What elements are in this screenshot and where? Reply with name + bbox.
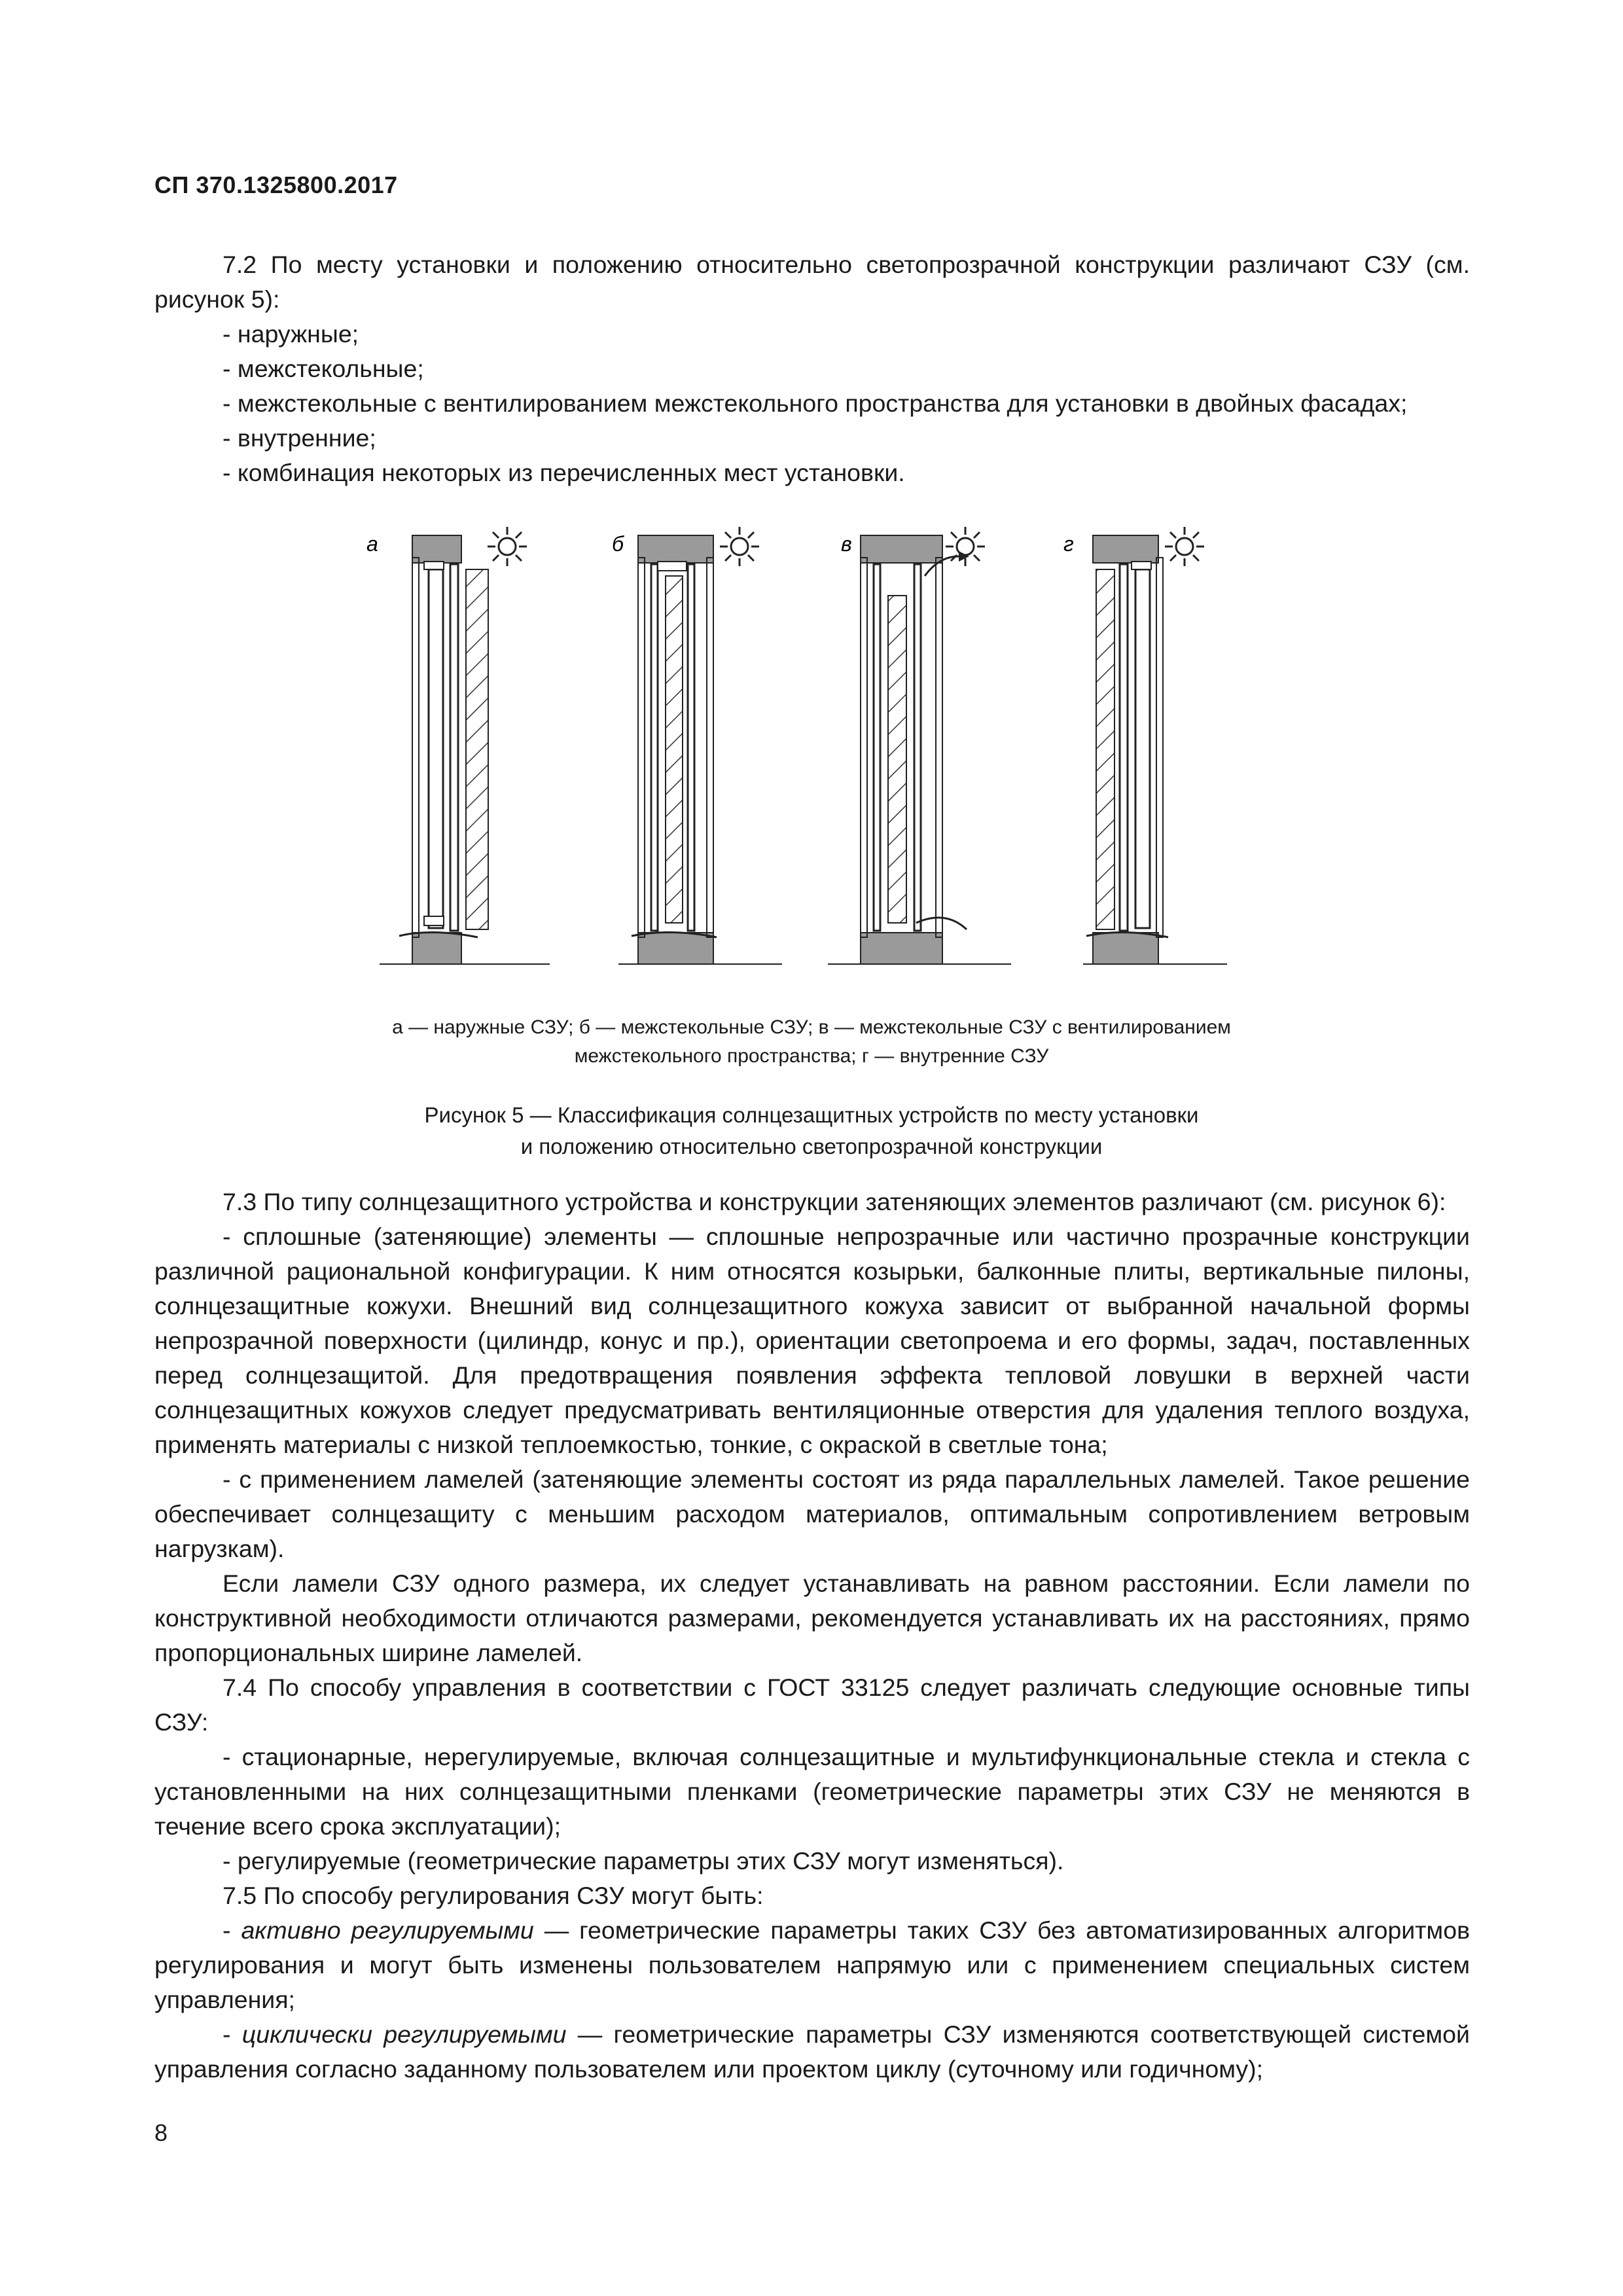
list-item-outer: - наружные; — [223, 320, 359, 348]
adjustable-paragraph: - регулируемые (геометрические параметры этих СЗУ могут изменяться). — [223, 1847, 1064, 1874]
figure-5-title — [0, 1100, 1623, 1162]
section-7-3-to-7-5 — [154, 1185, 1470, 2087]
cyclic-term: циклически регулируемыми — [241, 2020, 567, 2048]
section-7-5-intro: 7.5 По способу регулирования СЗУ могут быть: — [223, 1882, 764, 1909]
section-7-2 — [154, 247, 1470, 490]
page-number: 8 — [154, 2119, 168, 2146]
figure-panel-b — [612, 527, 782, 964]
figure-5-diagram — [366, 524, 1289, 982]
section-7-2-intro: 7.2 По месту установки и положению относительно светопрозрачной конструкции различают СЗУ (см. рисунок 5): — [154, 251, 1470, 313]
legend-line-2: межстекольного пространства; г — внутренние СЗУ — [574, 1045, 1049, 1067]
document-code-header: СП 370.1325800.2017 — [154, 171, 398, 198]
section-7-4-intro: 7.4 По способу управления в соответствии с ГОСТ 33125 следует различать следующие основные типы СЗУ: — [154, 1674, 1470, 1736]
figure-5-legend — [0, 1013, 1623, 1071]
cyclic-text: — геометрические параметры СЗУ изменяются соответствующей системой управления согласно заданному пользователем или проектом циклу (суточному или годичному); — [154, 2020, 1470, 2083]
list-item-interpane-ventilated: - межстекольные с вентилированием межстекольного пространства для установки в двойных фасадах; — [223, 389, 1408, 417]
list-item-combination: - комбинация некоторых из перечисленных мест установки. — [223, 459, 905, 486]
section-7-3-intro: 7.3 По типу солнцезащитного устройства и конструкции затеняющих элементов различают (см. рисунок 6): — [223, 1188, 1446, 1215]
panel-label-a: а — [366, 532, 378, 556]
figure-panel-a — [366, 527, 550, 964]
panel-label-b: б — [612, 532, 624, 556]
solid-elements-paragraph: - сплошные (затеняющие) элементы — сплошные непрозрачные или частично прозрачные конструкции различной рациональной конфигурации. К ним относятся козырьки, балконные плиты, вертикальные пилоны, солнцезащитные кожухи. Внешний вид солнцезащитного кожуха зависит от выбранной начальной формы непрозрачной поверхности (цилиндр, конус и пр.), ориентации светопроема и его формы, задач, поставленных перед солнцезащитой. Для предотвращения появления эффекта тепловой ловушки в верхней части солнцезащитных кожухов следует предусматривать вентиляционные отверстия для удаления теплого воздуха, применять материалы с низкой теплоемкостью, тонкие, с окраской в светлые тона; — [154, 1223, 1470, 1458]
active-adjustment-paragraph: - активно регулируемыми — геометрические параметры таких СЗУ без автоматизированных алгоритмов регулирования и могут быть изменены пользователем напрямую или с применением специальных систем управления; — [154, 1916, 1470, 2013]
active-term: активно регулируемыми — [241, 1916, 534, 1944]
lamellae-paragraph: - с применением ламелей (затеняющие элементы состоят из ряда параллельных ламелей. Такое решение обеспечивает солнцезащиту с меньшим расходом материалов, оптимальным сопротивлением ветровым нагрузкам). — [154, 1465, 1470, 1562]
panel-label-d: г — [1063, 532, 1074, 556]
list-item-inner: - внутренние; — [223, 424, 376, 452]
list-item-interpane: - межстекольные; — [223, 355, 424, 382]
figure-panel-c — [828, 527, 1011, 964]
panel-label-c: в — [841, 532, 852, 556]
figure-title-line-2: и положению относительно светопрозрачной конструкции — [520, 1134, 1103, 1158]
legend-line-1: а — наружные СЗУ; б — межстекольные СЗУ; в — межстекольные СЗУ с вентилированием — [392, 1016, 1231, 1038]
active-text: — геометрические параметры таких СЗУ без автоматизированных алгоритмов регулирования и могут быть изменены пользователем напрямую или с применением специальных систем управления; — [154, 1916, 1470, 2013]
cyclic-adjustment-paragraph: - циклически регулируемыми — геометрические параметры СЗУ изменяются соответствующей системой управления согласно заданному пользователем или проектом циклу (суточному или годичному); — [154, 2020, 1470, 2083]
figure-title-line-1: Рисунок 5 — Классификация солнцезащитных устройств по месту установки — [424, 1103, 1199, 1127]
lamellae-spacing-paragraph: Если ламели СЗУ одного размера, их следует устанавливать на равном расстоянии. Если ламели по конструктивной необходимости отличаются размерами, рекомендуется устанавливать их на расстояниях, прямо пропорциональных ширине ламелей. — [154, 1570, 1470, 1666]
figure-panel-d — [1063, 527, 1227, 964]
stationary-paragraph: - стационарные, нерегулируемые, включая солнцезащитные и мультифункциональные стекла и стекла с установленными на них солнцезащитными пленками (геометрические параметры этих СЗУ не меняются в течение всего срока эксплуатации); — [154, 1743, 1470, 1840]
